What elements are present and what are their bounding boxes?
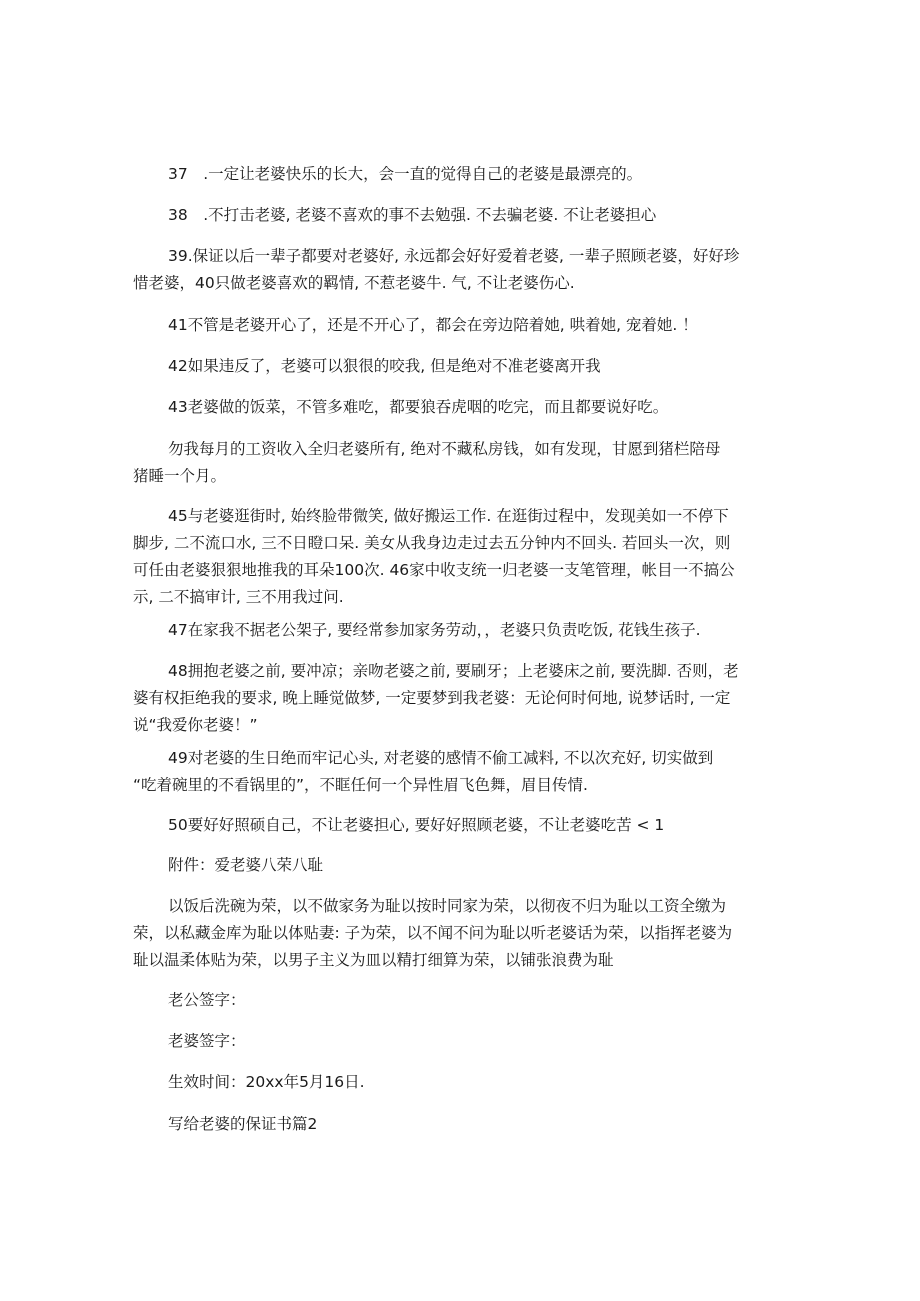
paragraph-line: 38 .不打击老婆, 老婆不喜欢的事不去勉强. 不去骗老婆. 不让老婆担心 — [168, 206, 657, 224]
paragraph-line: 说“我爱你老婆！” — [133, 716, 258, 734]
paragraph-eight-honors — [133, 893, 793, 974]
paragraph-line: 49对老婆的生日绝而牢记心头, 对老婆的感情不偷工减料, 不以次充好, 切实做到 — [168, 749, 714, 767]
paragraph-line: 婆有权拒绝我的要求, 晚上睡觉做梦, 一定要梦到我老婆：无论何时何地, 说梦话时, 一定 — [133, 689, 731, 707]
paragraph-line: 42如果违反了，老婆可以狠很的咬我, 但是绝对不准老婆离开我 — [168, 357, 601, 375]
paragraph-line: 附件：爱老婆八荣八耻 — [168, 856, 324, 874]
paragraph-line: 以饭后洗碗为荣，以不做家务为耻以按时同家为荣，以彻夜不归为耻以工资全缴为 — [168, 897, 727, 915]
effective-date — [133, 1069, 793, 1096]
paragraph-line: 37 .一定让老婆快乐的长大，会一直的觉得自己的老婆是最漂亮的。 — [168, 165, 643, 183]
paragraph-line: 39.保证以后一辈子都要对老婆好, 永远都会好好爱着老婆, 一辈子照顾老婆，好好珍 — [168, 247, 740, 265]
paragraph-line: 45与老婆逛街时, 始终脸带微笑, 做好搬运工作. 在逛街过程中，发现美如一不停下 — [168, 507, 729, 525]
paragraph-line: 48拥抱老婆之前, 要冲凉；亲吻老婆之前, 要刷牙；上老婆床之前, 要洗脚. 否则，老 — [168, 662, 739, 680]
paragraph-38 — [133, 202, 793, 229]
paragraph-47 — [133, 617, 793, 644]
paragraph-line: 荣，以私藏金库为耻以体贴妻: 子为荣，以不闻不问为耻以听老婆话为荣，以指挥老婆为 — [133, 924, 733, 942]
paragraph-50 — [133, 812, 793, 839]
husband-signature — [133, 987, 793, 1014]
paragraph-42 — [133, 353, 793, 380]
paragraph-43 — [133, 394, 793, 421]
paragraph-line: 勿我每月的工资收入全归老婆所有, 绝对不藏私房钱，如有发现，甘愿到猪栏陪母 — [168, 440, 721, 458]
paragraph-41 — [133, 312, 793, 339]
paragraph-line: 50要好好照硕自己，不让老婆担心, 要好好照顾老婆，不让老婆吃苦 < 1 — [168, 816, 665, 834]
paragraph-line: 脚步, 二不流口水, 三不日瞪口呆. 美女从我身边走过去五分钟内不回头. 若回头一次，则 — [133, 534, 731, 552]
paragraph-line: 老公签字： — [168, 991, 246, 1009]
paragraph-line: 惜老婆，40只做老婆喜欢的羁情, 不惹老婆牛. 气, 不让老婆伤心. — [133, 274, 575, 292]
paragraph-line: 47在家我不据老公架子, 要经常参加家务劳动，，老婆只负责吃饭, 花钱生孩子. — [168, 621, 701, 639]
paragraph-line: 耻以温柔体贴为荣，以男子主义为皿以精打细算为荣，以铺张浪费为耻 — [133, 951, 614, 969]
paragraph-line: “吃着碗里的不看锅里的”，不眶任何一个异性眉飞色舞，眉目传情. — [133, 776, 588, 794]
paragraph-line: 43老婆做的饭菜，不管多难吃，都要狼吞虎咽的吃完，而且都要说好吃。 — [168, 398, 669, 416]
paragraph-line: 猪睡一个月。 — [133, 467, 227, 485]
paragraph-45-46 — [133, 503, 793, 611]
paragraph-line: 可任由老婆狠狠地推我的耳朵100次. 46家中收支统一归老婆一支笔管理，帐目一不搞公 — [133, 561, 735, 579]
paragraph-49 — [133, 745, 793, 799]
attachment-heading — [133, 852, 793, 879]
paragraph-37 — [133, 161, 793, 188]
paragraph-44 — [133, 436, 793, 490]
paragraph-line: 写给老婆的保证书篇2 — [168, 1115, 318, 1133]
paragraph-line: 老婆签字： — [168, 1032, 246, 1050]
paragraph-line: 示, 二不搞审计, 三不用我过问. — [133, 588, 344, 606]
paragraph-line: 生效时间：20xx年5月16日. — [168, 1073, 365, 1091]
next-section-title — [133, 1111, 793, 1138]
wife-signature — [133, 1028, 793, 1055]
paragraph-39 — [133, 243, 793, 297]
paragraph-48 — [133, 658, 793, 739]
paragraph-line: 41不管是老婆开心了，还是不开心了，都会在旁边陪着她, 哄着她, 宠着她. ！ — [168, 316, 698, 334]
